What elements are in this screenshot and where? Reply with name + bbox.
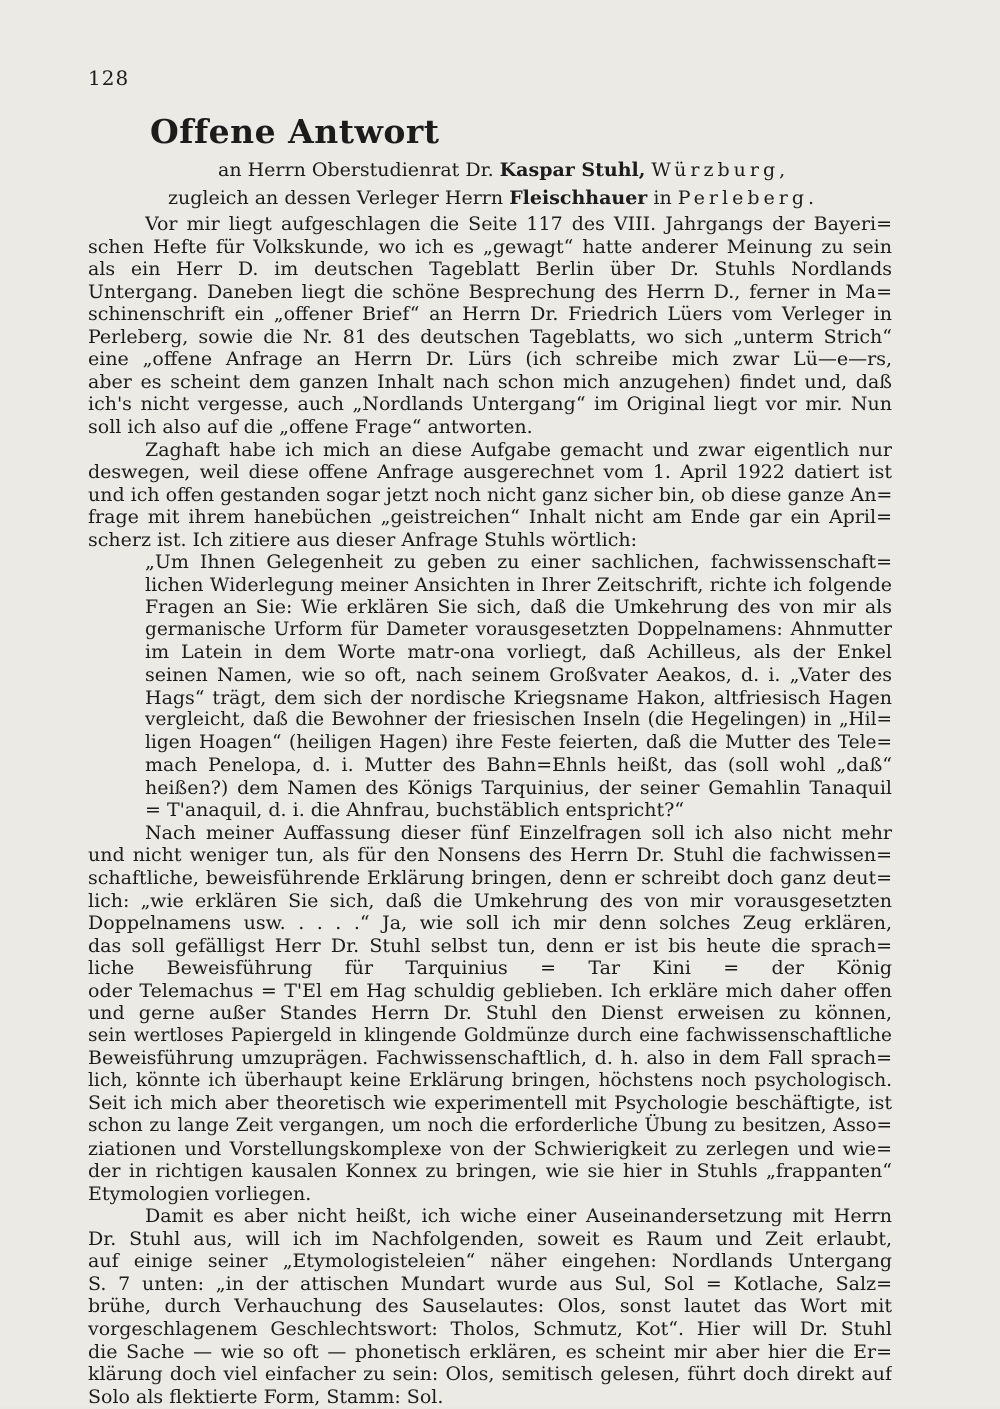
text-line: und gerne außer Standes Herrn Dr. Stuhl den Dienst erweisen zu können,	[88, 1002, 892, 1025]
page-number: 128	[88, 66, 130, 90]
text-line: schon zu lange Zeit vergangen, um noch die erforderliche Übung zu besitzen, Asso=	[88, 1115, 892, 1136]
text-line: und ich offen gestanden sogar jetzt noch nicht ganz sicher bin, ob diese ganze An=	[88, 483, 892, 506]
text-line: auf einige seiner „Etymologisteleien“ näher eingehen: Nordlands Untergang	[88, 1250, 892, 1273]
text-line: Dr. Stuhl aus, will ich im Nachfolgenden, soweit es Raum und Zeit erlaubt,	[88, 1227, 892, 1250]
text-line: Fragen an Sie: Wie erklären Sie sich, daß die Umkehrung des von mir als	[145, 596, 892, 619]
text-line: heißen?) dem Namen des Königs Tarquinius, der seiner Gemahlin Tanaquil	[145, 776, 892, 799]
publisher-in: in	[653, 187, 672, 209]
text-line: Seit ich mich aber theoretisch wie experimentell mit Psychologie beschäftigte, ist	[88, 1092, 892, 1115]
text-line: und nicht weniger tun, als für den Nonsens des Herrn Dr. Stuhl die fachwissen=	[88, 844, 892, 867]
text-line: liche Beweisführung für Tarquinius = Tar Kini = der König	[88, 957, 892, 980]
text-line: scherz ist. Ich zitiere aus dieser Anfrage Stuhls wörtlich:	[88, 528, 638, 551]
text-line: eine „offene Anfrage an Herrn Dr. Lürs (ich schreibe mich zwar Lü—e—rs,	[88, 348, 892, 371]
text-line: Zaghaft habe ich mich an diese Aufgabe gemacht und zwar eigentlich nur	[145, 438, 892, 461]
text-line: schinenschrift ein „offener Brief“ an Herrn Dr. Friedrich Lüers vom Verleger in	[88, 303, 892, 326]
text-line: der in richtigen kausalen Konnex zu bringen, wie sie hier in Stuhls „frappanten“	[88, 1160, 892, 1183]
text-line: oder Telemachus = T'El em Hag schuldig geblieben. Ich erkläre mich daher offen	[88, 979, 892, 1002]
publisher-prefix: zugleich an dessen Verleger Herrn	[168, 187, 504, 209]
text-line: Etymologien vorliegen.	[88, 1182, 312, 1205]
text-line: lich, könnte ich überhaupt keine Erklärung bringen, höchstens noch psychologisch.	[88, 1069, 892, 1091]
text-line: ziationen und Vorstellungskomplexe von der Schwierigkeit zu zerlegen und wie=	[88, 1137, 892, 1160]
text-line: Vor mir liegt aufgeschlagen die Seite 117 des VIII. Jahrgangs der Bayeri=	[145, 213, 892, 235]
text-line: Nach meiner Auffassung dieser fünf Einzelfragen soll ich also nicht mehr	[145, 821, 892, 844]
text-line: vorgeschlagenem Geschlechtswort: Tholos, Schmutz, Kot“. Hier will Dr. Stuhl	[88, 1317, 892, 1340]
addressee-prefix: an Herrn Oberstudienrat Dr.	[218, 159, 494, 181]
publisher-name: Fleischhauer	[509, 187, 648, 209]
text-line: = T'anaquil, d. i. die Ahnfrau, buchstäblich entspricht?“	[145, 799, 685, 822]
text-line: im Latein in dem Worte matr-ona vorliegt, daß Achilleus, als der Enkel	[145, 641, 892, 664]
text-line: als ein Herr D. im deutschen Tageblatt Berlin über Dr. Stuhls Nordlands	[88, 258, 892, 281]
text-line: soll ich also auf die „offene Frage“ antworten.	[88, 415, 533, 438]
text-line: Perleberg, sowie die Nr. 81 des deutschen Tageblatts, wo sich „unterm Strich“	[88, 325, 892, 348]
text-line: Untergang. Daneben liegt die schöne Besprechung des Herrn D., ferner in Ma=	[88, 280, 892, 303]
text-line: Doppelnamens usw. . . . .“ Ja, wie soll ich mir denn solches Zeug erklären,	[88, 912, 892, 935]
text-line: deswegen, weil diese offene Anfrage ausgerechnet vom 1. April 1922 datiert ist	[88, 461, 892, 484]
addressee-name: Kaspar Stuhl,	[499, 159, 646, 181]
text-line: germanische Urform für Dameter vorausgesetzten Doppelnamens: Ahnmutter	[145, 618, 892, 640]
text-line: Solo als flektierte Form, Stamm: Sol.	[88, 1385, 444, 1408]
text-line: vergleicht, daß die Bewohner der friesischen Inseln (die Hegelingen) in „Hil=	[145, 709, 892, 731]
text-line: frage mit ihrem hanebüchen „geistreichen“ Inhalt nicht am Ende gar ein April=	[88, 506, 892, 529]
text-line: Hags“ trägt, dem sich der nordische Kriegsname Hakon, altfriesisch Hagen	[145, 686, 892, 709]
text-line: schen Hefte für Volkskunde, wo ich es „gewagt“ hatte anderer Meinung zu sein	[88, 235, 892, 258]
text-line: brühe, durch Verhauchung des Sauselautes: Olos, sonst lautet das Wort mit	[88, 1295, 892, 1318]
text-line: das soll gefälligst Herr Dr. Stuhl selbst tun, denn er ist bis heute die sprach=	[88, 934, 892, 957]
text-line: ligen Hoagen“ (heiligen Hagen) ihre Feste feierten, daß die Mutter des Tele=	[145, 731, 892, 753]
text-line: „Um Ihnen Gelegenheit zu geben zu einer sachlichen, fachwissenschaft=	[145, 551, 892, 574]
text-line: mach Penelopa, d. i. Mutter des Bahn=Ehnls heißt, das (soll wohl „daß“	[145, 754, 892, 777]
text-line: lichen Widerlegung meiner Ansichten in Ihrer Zeitschrift, richte ich folgende	[145, 573, 892, 596]
addressee-line-1	[218, 159, 789, 181]
text-line: Beweisführung umzuprägen. Fachwissenschaftlich, d. h. also in dem Fall sprach=	[88, 1047, 892, 1070]
addressee-line-2	[168, 187, 818, 209]
text-line: aber es scheint dem ganzen Inhalt nach schon mich anzugehen) findet und, daß	[88, 370, 892, 393]
text-line: Damit es aber nicht heißt, ich wiche einer Auseinandersetzung mit Herrn	[145, 1205, 892, 1228]
addressee-place: Würzburg,	[651, 159, 790, 181]
text-line: seinen Namen, wie so oft, nach seinem Großvater Aeakos, d. i. „Vater des	[145, 664, 892, 686]
text-line: klärung doch viel einfacher zu sein: Olos, semitisch gelesen, führt doch direkt auf	[88, 1363, 892, 1386]
publisher-place: Perleberg.	[677, 187, 819, 209]
text-line: S. 7 unten: „in der attischen Mundart wurde aus Sul, Sol = Kotlache, Salz=	[88, 1272, 892, 1295]
text-line: die Sache — wie so oft — phonetisch erklären, es scheint mir aber hier die Er=	[88, 1340, 892, 1363]
text-line: ich's nicht vergesse, auch „Nordlands Untergang“ im Original liegt vor mir. Nun	[88, 393, 892, 416]
text-line: sein wertloses Papiergeld in klingende Goldmünze durch eine fachwissenschaftliche	[88, 1024, 892, 1046]
text-line: lich: „wie erklären Sie sich, daß die Umkehrung des von mir vorausgesetzten	[88, 889, 892, 912]
page-title: Offene Antwort	[150, 112, 440, 151]
text-line: schaftliche, beweisführende Erklärung bringen, denn er schreibt doch ganz deut=	[88, 866, 892, 889]
